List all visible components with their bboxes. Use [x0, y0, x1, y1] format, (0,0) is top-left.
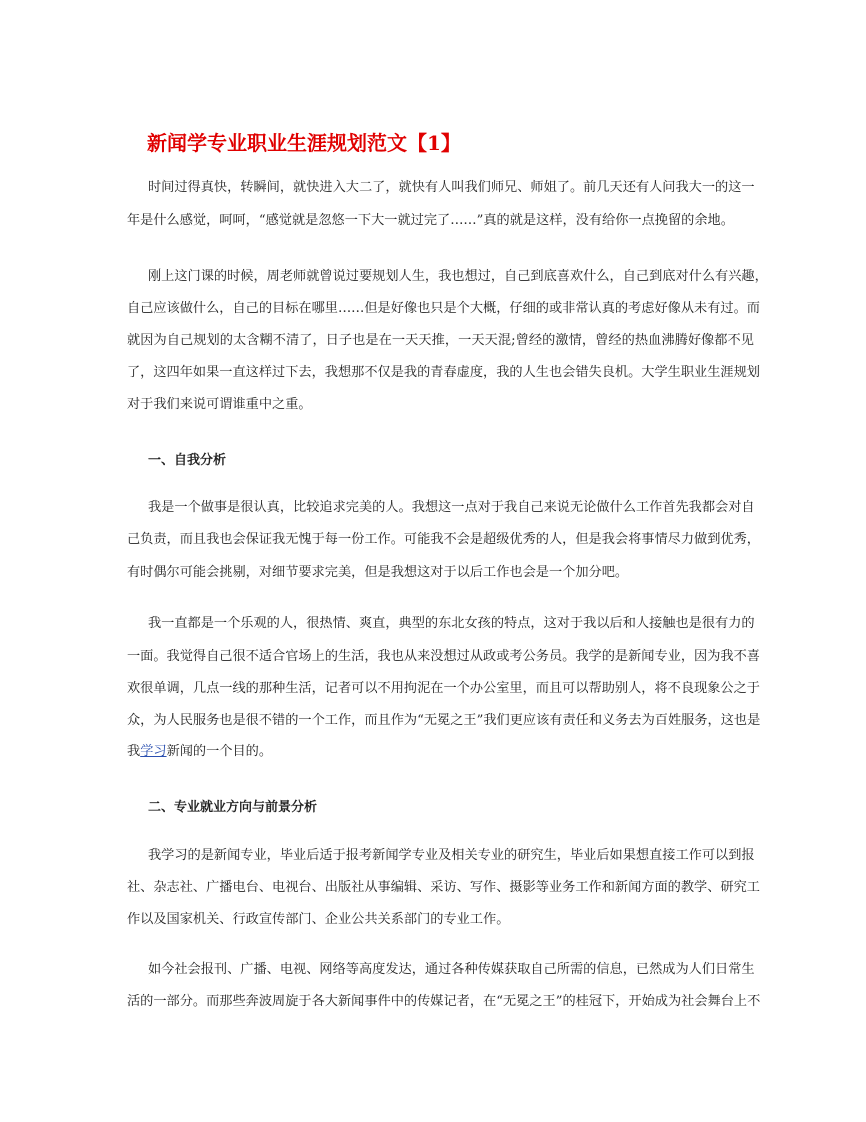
paragraph-line: 众，为人民服务也是很不错的一个工作，而且作为“无冕之王”我们更应该有责任和义务去为百姓服务，这也是	[127, 713, 761, 728]
paragraph-line: 就因为自己规划的太含糊不清了，日子也是在一天天推，一天天混;曾经的激情，曾经的热血沸腾好像都不见	[127, 333, 754, 348]
study-link[interactable]: 学习	[140, 744, 167, 759]
paragraph-line: 己负责，而且我也会保证我无愧于每一份工作。可能我不会是超级优秀的人，但是我会将事情尽力做到优秀，	[127, 532, 760, 547]
paragraph-line	[127, 743, 272, 761]
paragraph-line: 有时偶尔可能会挑剔，对细节要求完美，但是我想这对于以后工作也会是一个加分吧。	[127, 565, 629, 580]
paragraph-line: 我学习的是新闻专业，毕业后适于报考新闻学专业及相关专业的研究生，毕业后如果想直接工作可以到报	[148, 848, 755, 863]
document-title: 新闻学专业职业生涯规划范文【1】	[147, 131, 461, 155]
paragraph-line: 一面。我觉得自己很不适合官场上的生活，我也从来没想过从政或考公务员。我学的是新闻专业，因为我不喜	[127, 649, 760, 664]
paragraph-line: 如今社会报刊、广播、电视、网络等高度发达，通过各种传媒获取自己所需的信息，已然成为人们日常生	[148, 962, 755, 977]
paragraph-line: 我是一个做事是很认真，比较追求完美的人。我想这一点对于我自己来说无论做什么工作首先我都会对自	[148, 500, 755, 515]
text: 新闻的一个目的。	[166, 744, 273, 759]
paragraph-line: 刚上这门课的时候，周老师就曾说过要规划人生，我也想过，自己到底喜欢什么，自己到底对什么有兴趣，	[148, 269, 768, 284]
paragraph-line: 社、杂志社、广播电台、电视台、出版社从事编辑、采访、写作、摄影等业务工作和新闻方面的教学、研究工	[127, 880, 760, 895]
section-heading: 一、自我分析	[148, 453, 227, 468]
paragraph-line: 活的一部分。而那些奔波周旋于各大新闻事件中的传媒记者，在“无冕之王”的桂冠下，开始成为社会舞台上不	[127, 994, 761, 1009]
paragraph-line: 时间过得真快，转瞬间，就快进入大二了，就快有人叫我们师兄、师姐了。前几天还有人问我大一的这一	[148, 180, 755, 195]
paragraph-line: 自己应该做什么，自己的目标在哪里……但是好像也只是个大概，仔细的或非常认真的考虑好像从未有过。而	[127, 301, 760, 316]
paragraph-line: 作以及国家机关、行政宣传部门、企业公共关系部门的专业工作。	[127, 912, 510, 927]
text: 我	[127, 744, 141, 759]
paragraph-line: 对于我们来说可谓谁重中之重。	[127, 397, 312, 412]
paragraph-line: 欢很单调，几点一线的那种生活，记者可以不用拘泥在一个办公室里，而且可以帮助别人，将不良现象公之于	[127, 681, 760, 696]
paragraph-line: 了，这四年如果一直这样过下去，我想那不仅是我的青春虚度，我的人生也会错失良机。大学生职业生涯规划	[127, 365, 760, 380]
section-heading: 二、专业就业方向与前景分析	[148, 800, 318, 815]
paragraph-line: 年是什么感觉，呵呵，“感觉就是忽悠一下大一就过完了……”真的就是这样，没有给你一点挽留的余地。	[127, 213, 734, 228]
paragraph-line: 我一直都是一个乐观的人，很热情、爽直，典型的东北女孩的特点，这对于我以后和人接触也是很有力的	[148, 616, 755, 631]
